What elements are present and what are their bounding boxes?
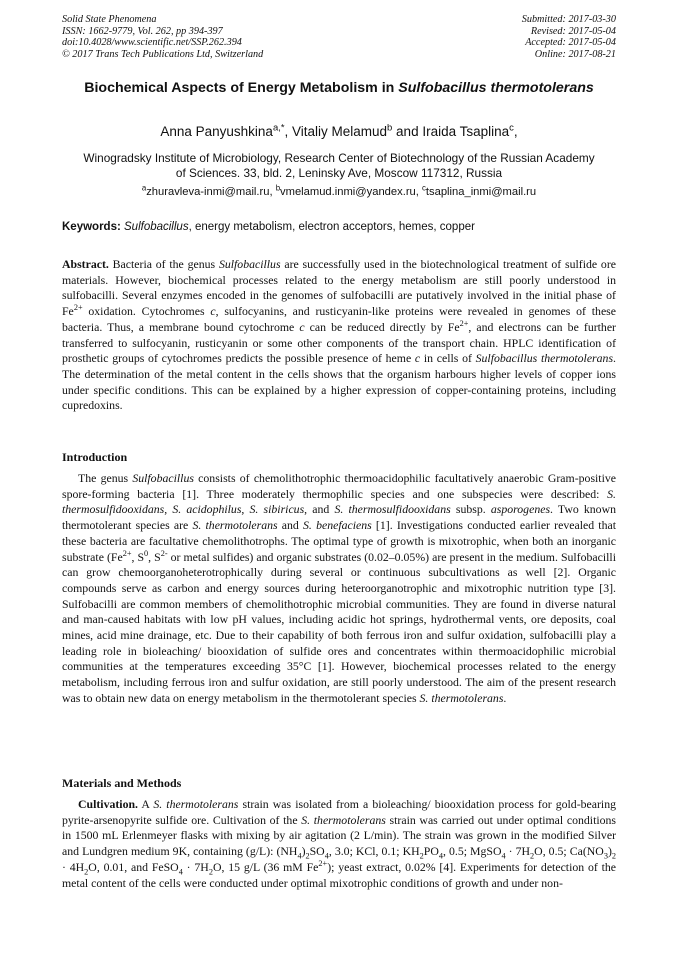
date-accepted: Accepted: 2017-05-04 <box>525 37 616 49</box>
author-melamud: , Vitaliy Melamud <box>284 124 388 139</box>
journal-info <box>62 14 263 60</box>
section-heading-introduction: Introduction <box>62 450 128 464</box>
author-tsaplina: and Iraida Tsaplina <box>392 124 510 139</box>
date-online: Online: 2017-08-21 <box>534 48 616 60</box>
cultivation-label: Cultivation. <box>78 797 138 811</box>
abstract: Abstract. Bacteria of the genus Sulfobacillus are successfully used in the biotechnological treatment of sulfide ore materials. However, biochemical processes related to the energy metabolism are still poorly understood in sulfobacilli. Several enzymes encoded in the genomes of sulfobacilli are putatively involved in the initial phase of $Fe^{2+}$ oxidation. Cytochromes c, sulfocyanins, and rusticyanin-like proteins were revealed in genomes of these bacteria. Thus, a membrane bound cytochrome c can be reduced directly by $Fe^{2+}$, and electrons can be further transferred to sulfocyanin, rusticyanin or some other components of the transport chain. HPLC identification of prosthetic groups of cytochromes predicts the possible presence of heme c in cells of Sulfobacillus thermotolerans. The determination of the metal content in the cells shows that the organism harbours higher levels of copper ions under specific conditions. This can be explained by a higher expression of copper-containing proteins, including cupredoxins. <box>62 257 617 413</box>
journal-copyright: © 2017 Trans Tech Publications Ltd, Switzerland <box>62 48 264 60</box>
abstract-label: Abstract. <box>62 257 109 271</box>
date-revised: Revised: 2017-05-04 <box>530 25 616 37</box>
date-submitted: Submitted: 2017-03-30 <box>521 14 616 25</box>
author-emails: $^a$zhuravleva-inmi@mail.ru, $^b$vmelamud.inmi@yandex.ru, $^c$tsaplina_inmi@mail.ru <box>141 183 537 198</box>
email-link-c[interactable]: tsaplina_inmi@mail.ru <box>425 186 537 198</box>
section-heading-methods: Materials and Methods <box>62 776 182 790</box>
methods-paragraph: Cultivation. A S. thermotolerans strain was isolated from a bioleaching/ biooxidation process for gold-bearing pyrite-arsenopyrite sulfide ore. Cultivation of the S. thermotolerans strain was carried out under optimal conditions in 1500 mL Erlenmeyer flasks with mixing by air agitation (2 L/min). The strain was grown in the modified Silver and Lundgren medium 9K, containing (g/L): $(NH_4)_2SO_4$, 3.0; KCl, 0.1; $KH_2PO_4$, 0.5; MgSO$_4$ · $7H_2O$, 0.5; $Ca(NO_3)_2 \cdot 4H_2O$, 0.01, and FeSO$_4$ · $7H_2O$, 15 g/L (36 mM $Fe^{2+}$); yeast extract, 0.02% [4]. Experiments for detection of the metal content of the cells were conducted under optimal mixotrophic conditions of growth and under non- <box>62 797 617 890</box>
journal-issn: ISSN: 1662-9779, Vol. 262, pp 394-397 <box>62 25 223 37</box>
publication-dates <box>522 14 616 60</box>
paper-title: Biochemical Aspects of Energy Metabolism in Sulfobacillus thermotolerans <box>84 80 594 96</box>
author-list: Anna Panyushkina$^{a,*}$, Vitaliy Melamud$^b$ and Iraida Tsaplina$^c$, <box>160 122 518 139</box>
affiliation: Winogradsky Institute of Microbiology, Research Center of Biotechnology of the Russian Academy of Sciences. 33, bld. 2, Leninsky Ave, Moscow 117312, Russia <box>83 151 595 180</box>
email-link-a[interactable]: zhuravleva-inmi@mail.ru <box>146 186 270 198</box>
journal-name: Solid State Phenomena <box>62 14 157 25</box>
keywords: Keywords: Sulfobacillus, energy metabolism, electron acceptors, hemes, copper <box>62 221 475 233</box>
journal-doi[interactable]: doi:10.4028/www.scientific.net/SSP.262.394 <box>62 37 242 49</box>
keywords-label: Keywords: <box>62 221 121 233</box>
introduction-paragraph: The genus Sulfobacillus consists of chemolithotrophic thermoacidophilic facultatively anaerobic Gram-positive spore-forming bacteria [1]. Three moderately thermophilic species and one subspecies were described: S. thermosulfidooxidans, S. acidophilus, S. sibiricus, and S. thermosulfidooxidans subsp. asporogenes. Two known thermotolerant species are S. thermotolerans and S. benefaciens [1]. Investigations conducted earlier revealed that these bacteria are facultative chemolithotrophs. The optimal type of growth is mixotrophic, when both an inorganic substrate ($Fe^{2+}$, $S^0$, $S^{2-}$ or metal sulfides) and organic substrates (0.02–0.05%) are present in the medium. Sulfobacilli can grow chemoorganoheterotrophically during several or continuous subcultivations as well [2]. Organic compounds serve as carbon and energy sources during heteroorganotrophic and mixotrophic nutrition type [3]. Sulfobacilli are common members of chemolithotrophic microbial communities. They are found in diverse natural and man-caused habitats with low pH values, including acidic hot springs, hydrothermal vents, ore deposits, coal mines, acid mine drainage, etc. Due to their capability of both ferrous iron and sulfur oxidation, sulfobacilli play a leading role in bioleaching/ biooxidation of sulfide ores and concentrates within thermoacidophilic microbial communities at the temperatures exceeding 35°C [1]. However, biochemical processes related to the energy metabolism, including ferrous iron and sulfur oxidation, are still poorly understood. The aim of the present research was to obtain new data on energy metabolism in the thermotolerant species S. thermotolerans. <box>62 471 616 705</box>
email-link-b[interactable]: vmelamud.inmi@yandex.ru <box>280 186 416 198</box>
author-panyushkina: Anna Panyushkina <box>160 124 273 139</box>
